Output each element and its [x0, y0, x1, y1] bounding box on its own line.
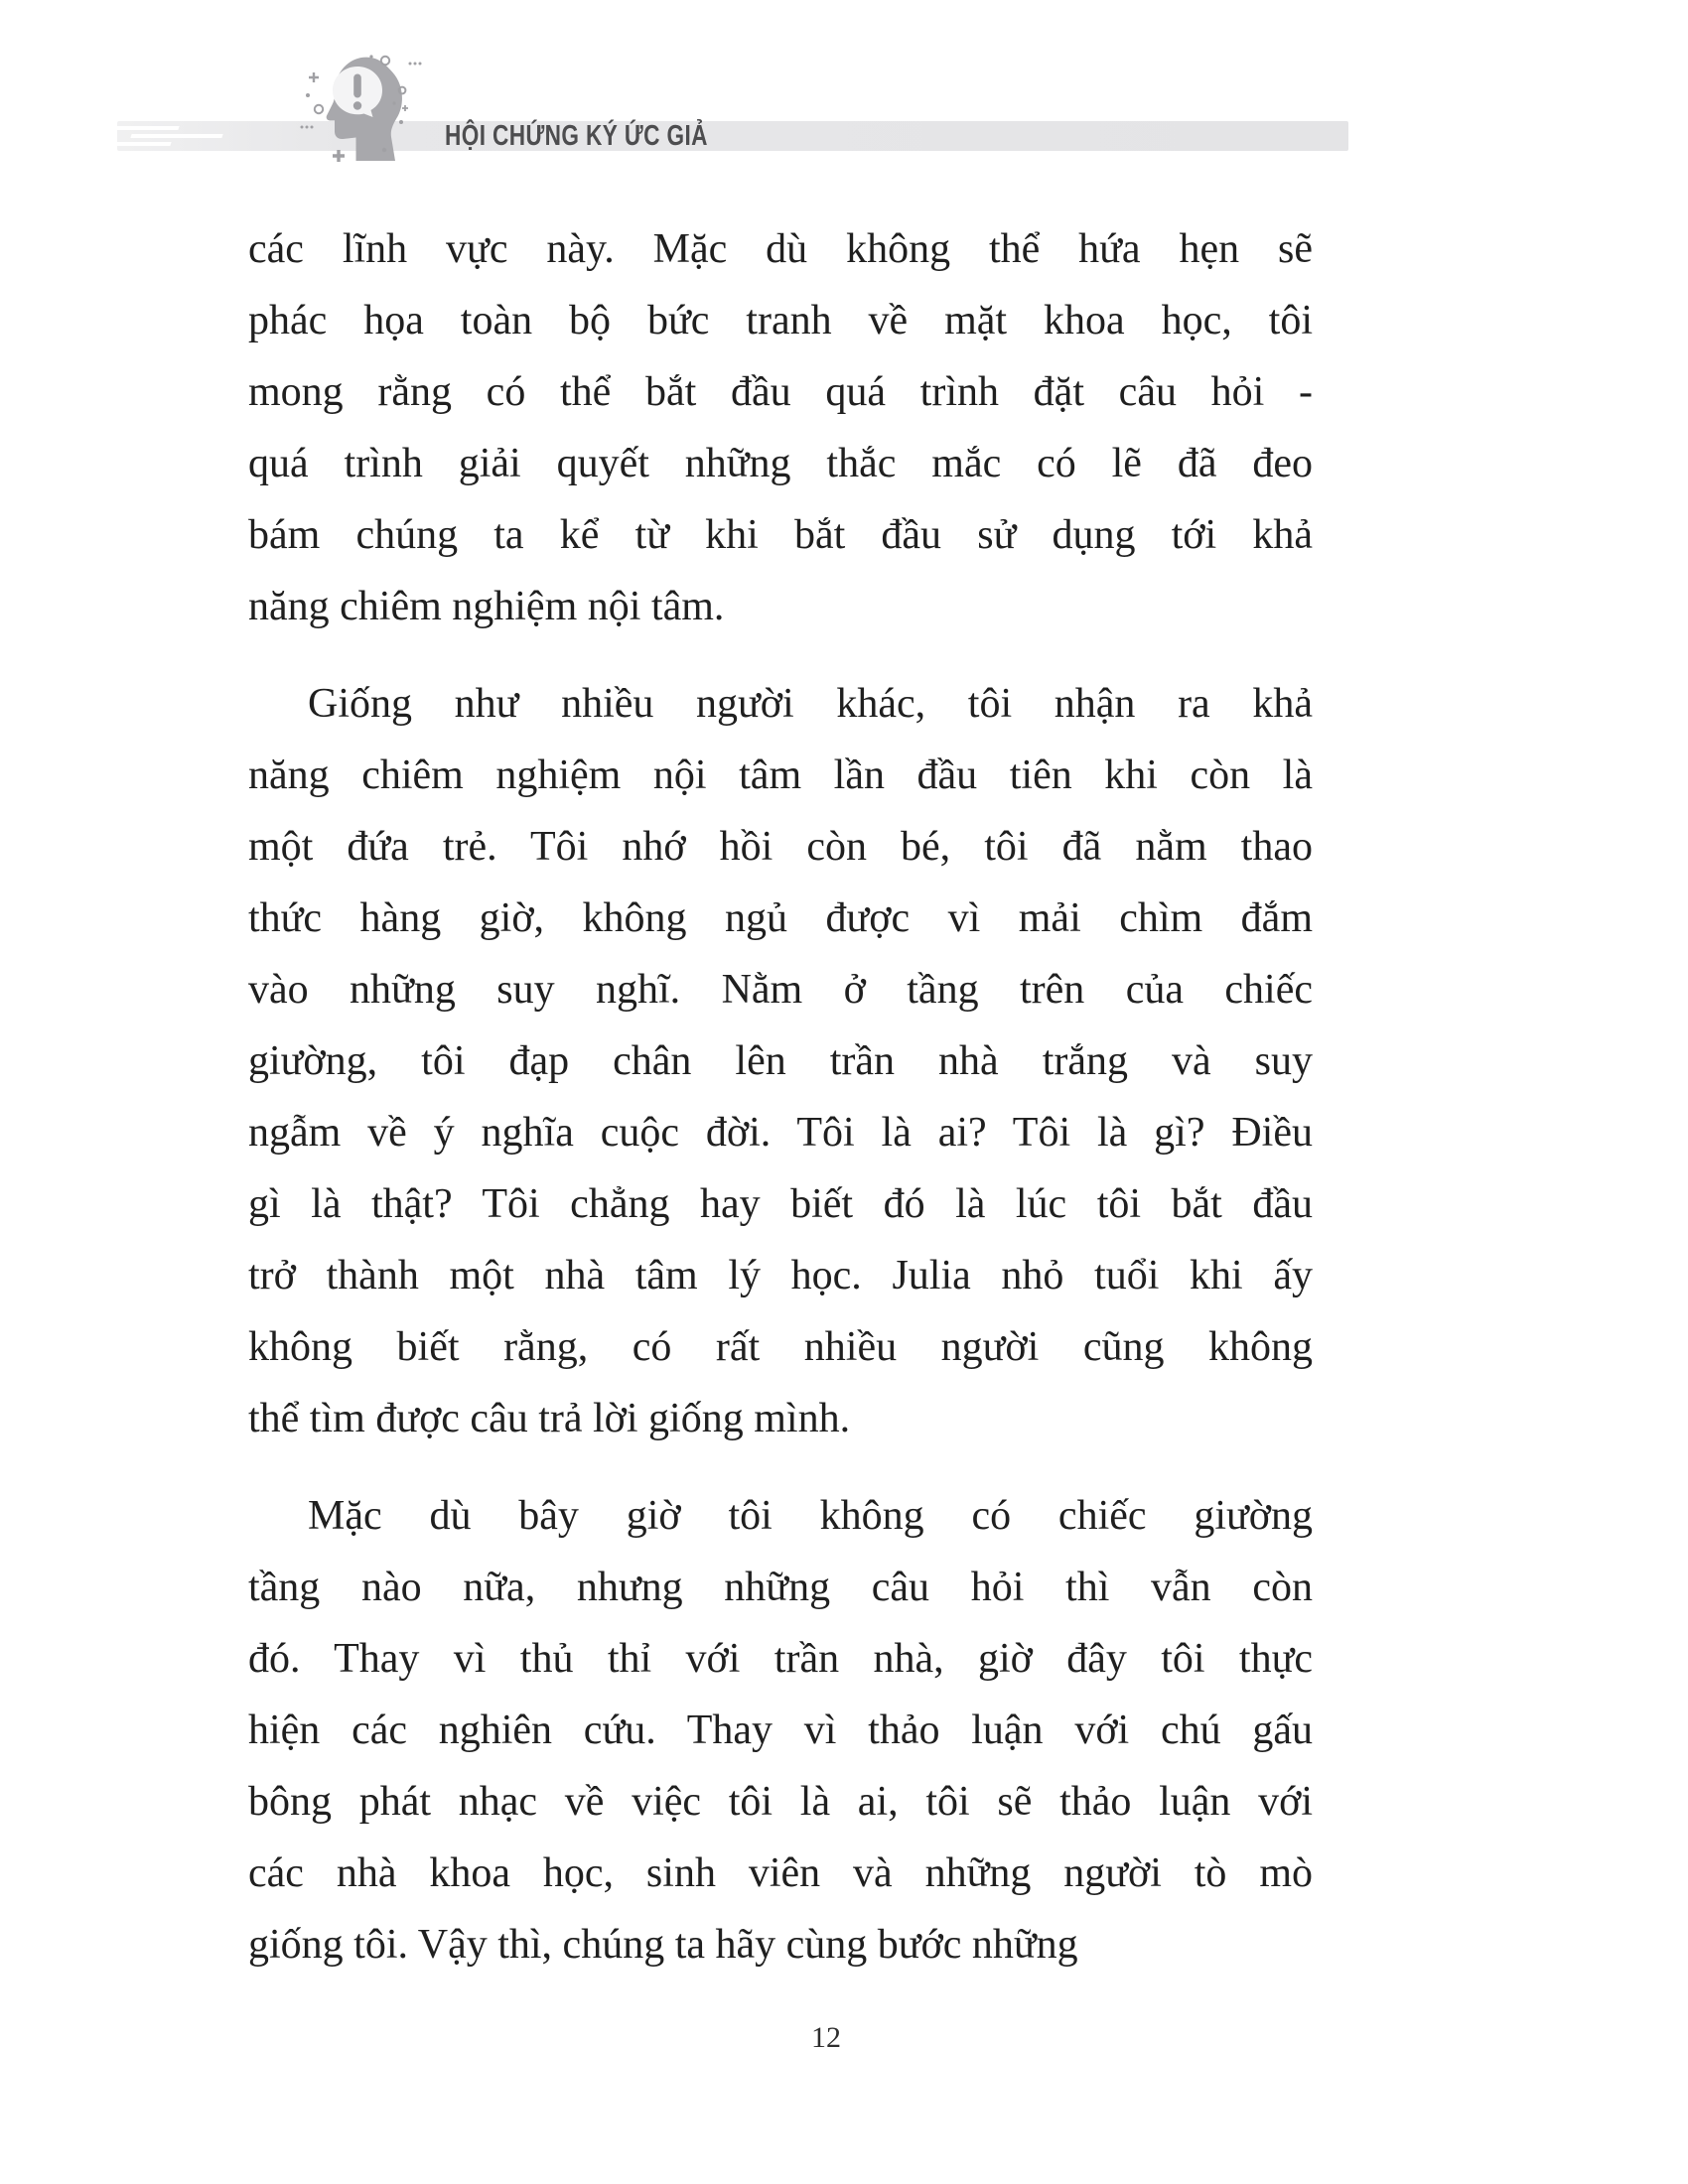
- paragraph: [248, 213, 1313, 642]
- paragraph: [248, 1480, 1313, 1980]
- text-line: năng chiêm nghiệm nội tâm.: [248, 584, 725, 629]
- bar-texture: [130, 134, 222, 138]
- text-line: phác họa toàn bộ bức tranh về mặt khoa học, tôi: [248, 298, 1313, 343]
- body-text: [248, 213, 1313, 1980]
- page-number: 12: [811, 2021, 841, 2054]
- text-line: Mặc dù bây giờ tôi không có chiếc giường: [308, 1493, 1313, 1539]
- text-line: không biết rằng, có rất nhiều người cũng không: [248, 1324, 1313, 1370]
- text-line: thức hàng giờ, không ngủ được vì mải chìm đắm: [248, 895, 1313, 941]
- head-exclamation-icon: [298, 48, 429, 169]
- bar-texture: [112, 126, 179, 130]
- text-line: quá trình giải quyết những thắc mắc có lẽ đã đeo: [248, 441, 1313, 486]
- text-line: một đứa trẻ. Tôi nhớ hồi còn bé, tôi đã nằm thao: [248, 824, 1313, 870]
- text-line: vào những suy nghĩ. Nằm ở tầng trên của chiếc: [248, 967, 1313, 1013]
- text-line: các nhà khoa học, sinh viên và những người tò mò: [248, 1850, 1313, 1896]
- text-line: gì là thật? Tôi chẳng hay biết đó là lúc tôi bắt đầu: [248, 1181, 1313, 1227]
- text-line: hiện các nghiên cứu. Thay vì thảo luận với chú gấu: [248, 1707, 1313, 1753]
- running-head-title: HỘI CHỨNG KÝ ỨC GIẢ: [445, 120, 708, 152]
- text-line: tầng nào nữa, nhưng những câu hỏi thì vẫn còn: [248, 1565, 1313, 1610]
- text-line: năng chiêm nghiệm nội tâm lần đầu tiên khi còn là: [248, 752, 1313, 798]
- text-line: bám chúng ta kể từ khi bắt đầu sử dụng tới khả: [248, 512, 1313, 558]
- text-line: ngẫm về ý nghĩa cuộc đời. Tôi là ai? Tôi là gì? Điều: [248, 1110, 1313, 1156]
- text-line: bông phát nhạc về việc tôi là ai, tôi sẽ thảo luận với: [248, 1779, 1313, 1825]
- text-line: mong rằng có thể bắt đầu quá trình đặt câu hỏi -: [248, 369, 1313, 415]
- text-line: giường, tôi đạp chân lên trần nhà trắng và suy: [248, 1038, 1313, 1084]
- text-line: Giống như nhiều người khác, tôi nhận ra khả: [308, 681, 1313, 727]
- paragraph: [248, 668, 1313, 1454]
- text-line: thể tìm được câu trả lời giống mình.: [248, 1396, 851, 1441]
- text-line: giống tôi. Vậy thì, chúng ta hãy cùng bước những: [248, 1922, 1078, 1968]
- text-line: đó. Thay vì thủ thỉ với trần nhà, giờ đây tôi thực: [248, 1636, 1313, 1682]
- text-line: các lĩnh vực này. Mặc dù không thể hứa hẹn sẽ: [248, 226, 1313, 272]
- bar-texture: [112, 142, 171, 146]
- text-line: trở thành một nhà tâm lý học. Julia nhỏ tuổi khi ấy: [248, 1253, 1313, 1298]
